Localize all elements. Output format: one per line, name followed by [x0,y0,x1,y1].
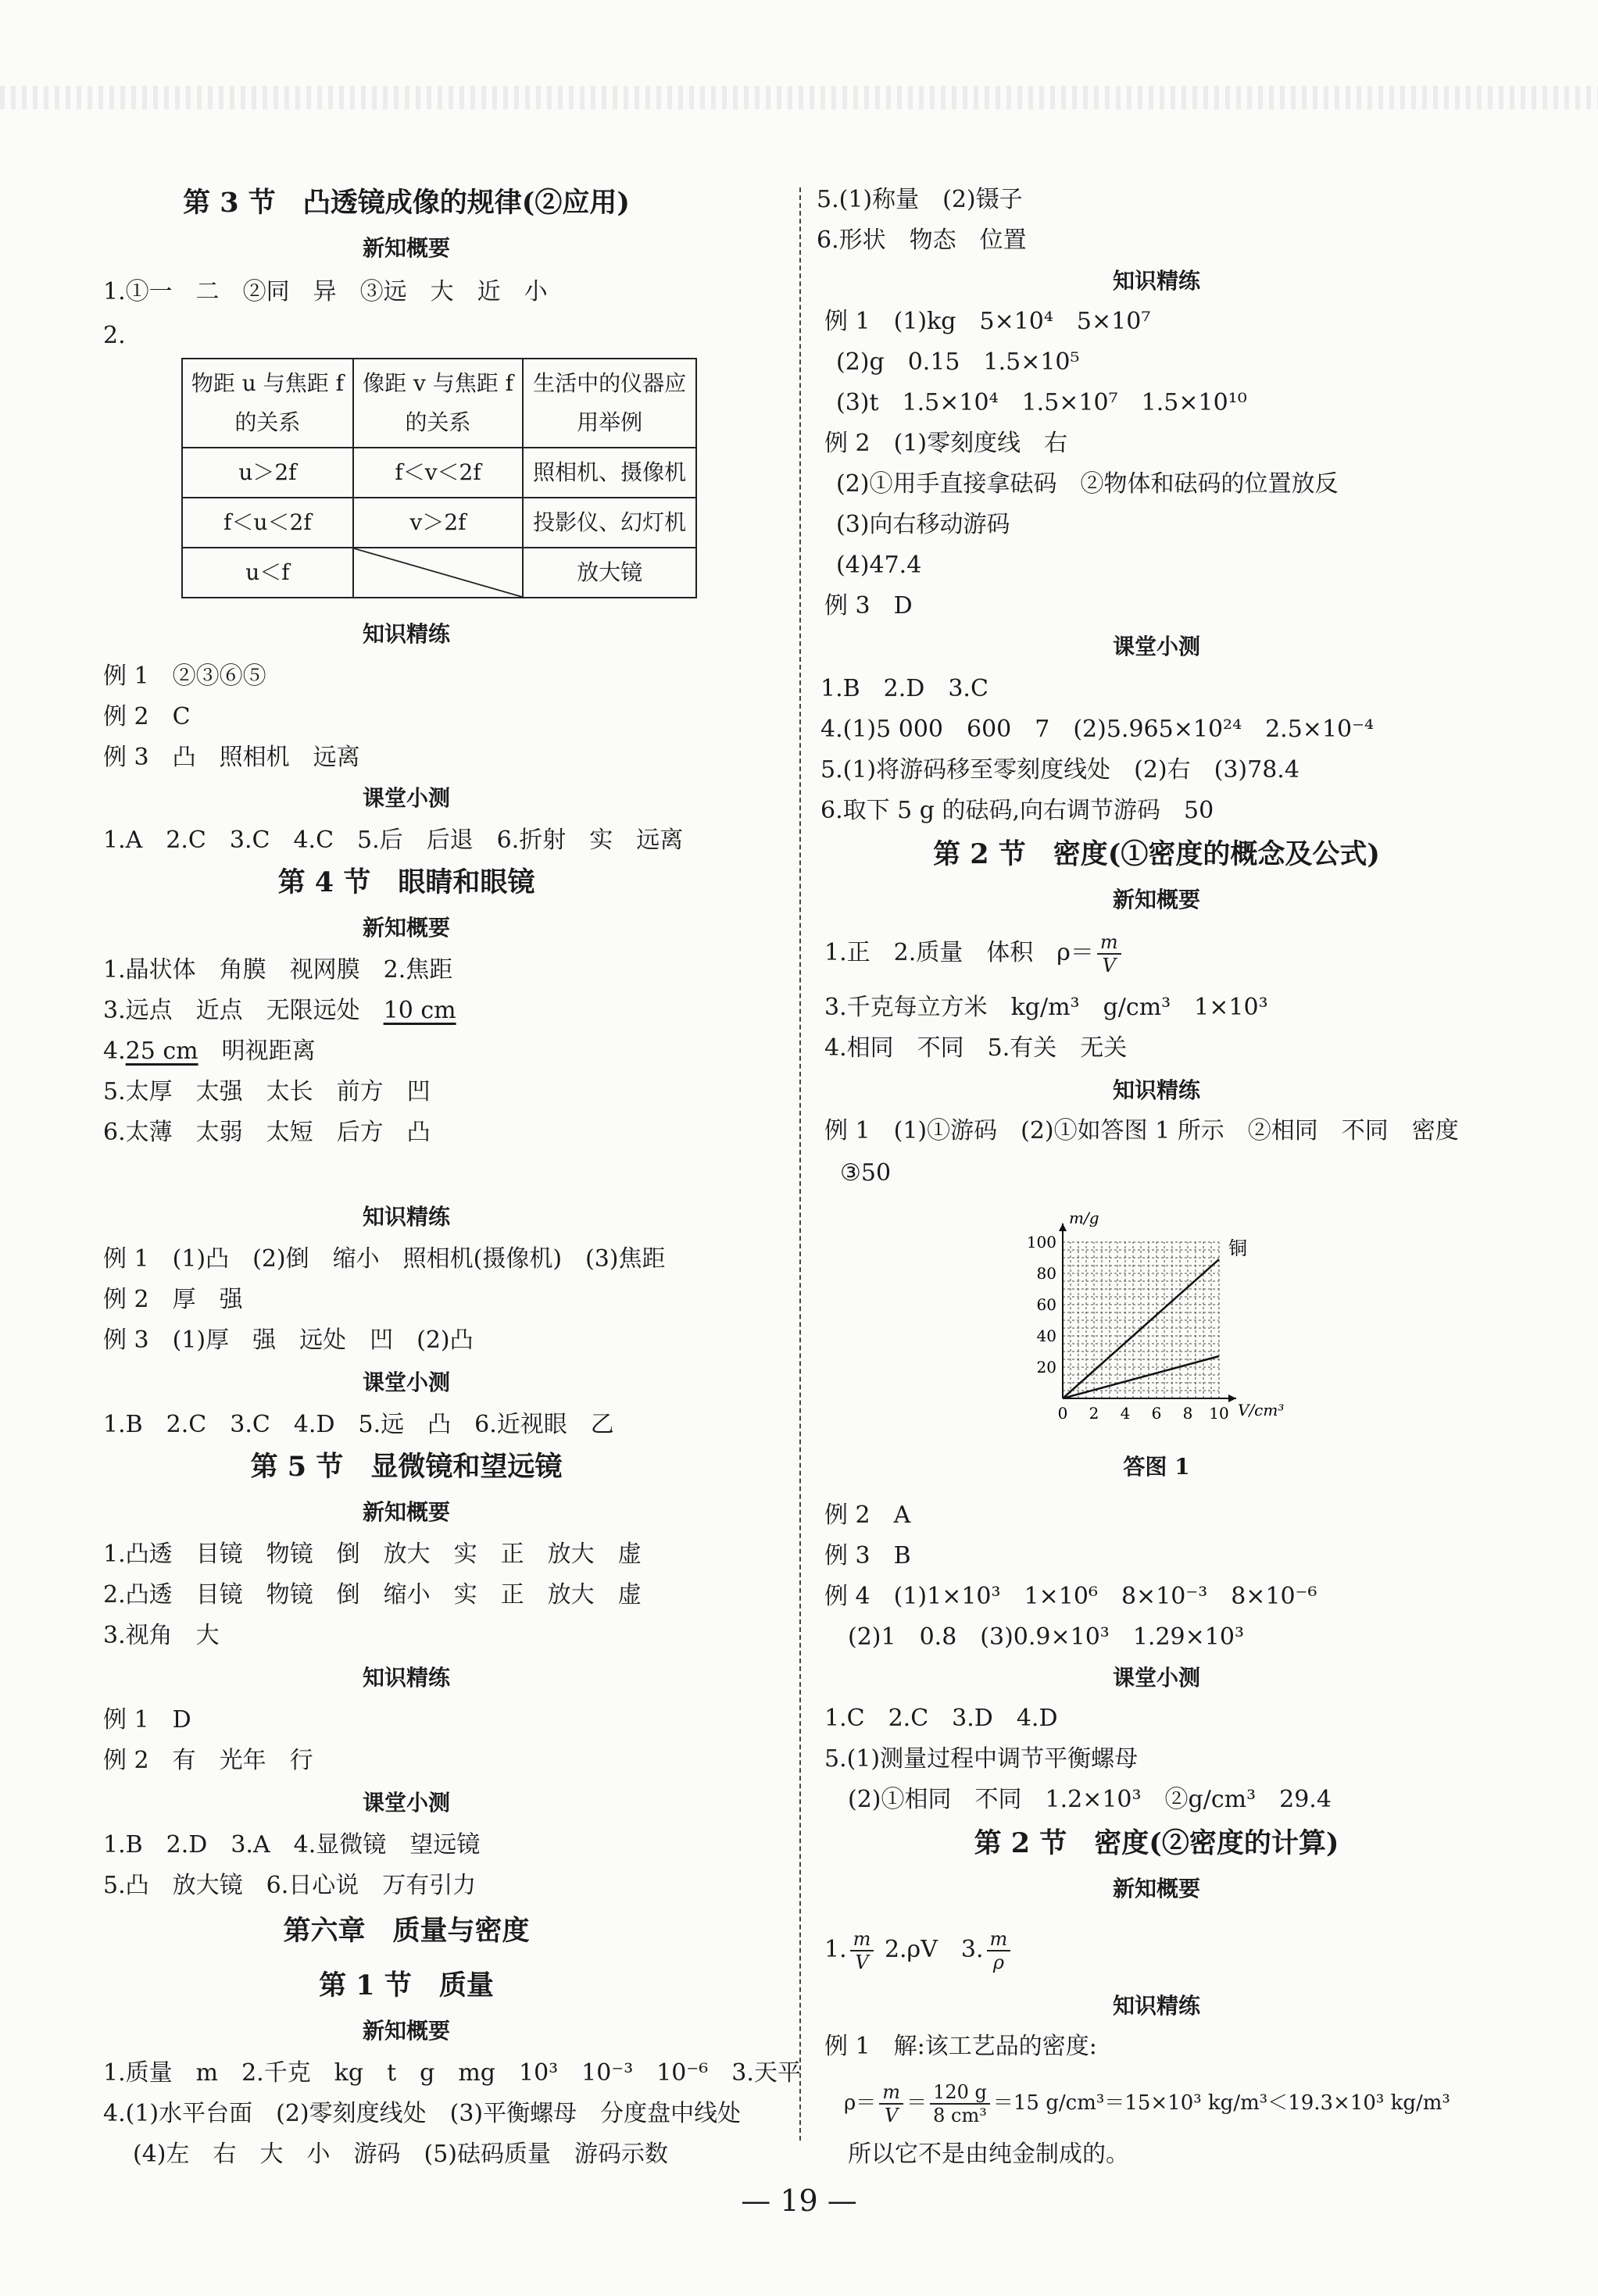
fraction-m-over-v [879,2081,903,2126]
y-tick-label: 40 [1036,1327,1056,1345]
answer-line: 5.(1)测量过程中调节平衡螺母 [824,1745,1139,1773]
table-cell-diagonal [353,548,523,598]
table-header: 生活中的仪器应用举例 [523,359,696,448]
x-axis-arrow [1228,1394,1236,1402]
answer-line: 1.B 2.C 3.C 4.D 5.远 凸 6.近视眼 乙 [103,1411,614,1438]
answer-line: 例 3 (1)厚 强 远处 凹 (2)凸 [103,1327,474,1354]
lens-imaging-table [181,358,697,598]
x-tick-label: 8 [1182,1404,1193,1423]
answer-line: 3.千克每立方米 kg/m³ g/cm³ 1×10³ [824,994,1268,1021]
answer-line: (4)47.4 [836,552,922,579]
section-title: 第 5 节 显微镜和望远镜 [250,1451,563,1483]
answer-line [103,995,456,1027]
section-title: 第 3 节 凸透镜成像的规律(②应用) [183,187,630,219]
answer-line: 5.凸 放大镜 6.日心说 万有引力 [103,1872,477,1899]
answer-line: 例 2 有 光年 行 [103,1747,313,1774]
answer-line: ③50 [840,1159,892,1187]
denominator: V [1102,955,1116,977]
answer-line: (2)g 0.15 1.5×10⁵ [836,348,1080,376]
answer-line: 例 1 (1)凸 (2)倒 缩小 照相机(摄像机) (3)焦距 [103,1245,666,1273]
answer-line: 例 1 (1)①游码 (2)①如答图 1 所示 ②相同 不同 密度 [824,1117,1459,1144]
y-tick-label: 100 [1026,1233,1056,1252]
table-cell: u＞2f [182,448,353,498]
answer-line: 例 1 (1)kg 5×10⁴ 5×10⁷ [824,308,1151,335]
fraction-m-over-v [1097,931,1121,977]
answer-text: ρ＝ [844,2091,877,2115]
table-cell: 照相机、摄像机 [523,448,696,498]
numerator: 120 g [930,2081,990,2105]
subheading: 知识精练 [362,621,450,647]
x-tick-label: 2 [1089,1404,1099,1423]
numerator: m [1097,931,1121,955]
answer-line: 例 2 A [824,1502,911,1529]
answer-line: 6.取下 5 g 的砝码,向右调节游码 50 [820,797,1214,824]
answer-line [824,931,1124,977]
fraction-120g-over-8cm3 [930,2081,990,2126]
denominator: V [855,1951,869,1973]
answer-text: 1. [824,1936,847,1963]
underlined-answer: 10 cm [383,997,456,1024]
table-header: 物距 u 与焦距 f 的关系 [182,359,353,448]
page-number: — 19 — [741,2184,857,2218]
x-tick-label: 0 [1057,1404,1068,1423]
answer-line: 4.(1)水平台面 (2)零刻度线处 (3)平衡螺母 分度盘中线处 [103,2100,742,2127]
answer-line: 1.B 2.D 3.C [820,675,988,702]
subheading: 知识精练 [1112,1077,1200,1103]
answer-line: 例 2 (1)零刻度线 右 [824,430,1068,457]
table-cell: f＜u＜2f [182,498,353,548]
answer-line: 1.凸透 目镜 物镜 倒 放大 实 正 放大 虚 [103,1541,642,1568]
answer-line: 1.C 2.C 3.D 4.D [824,1705,1058,1732]
x-axis-label: V/cm³ [1238,1401,1285,1419]
x-tick-label: 10 [1209,1404,1229,1423]
answer-line: 1.质量 m 2.千克 kg t g mg 10³ 10⁻³ 10⁻⁶ 3.天平 [103,2059,801,2087]
answer-line: 例 1 解:该工艺品的密度: [824,2033,1097,2060]
answer-line: 6.形状 物态 位置 [817,227,1027,254]
chapter-title: 第六章 质量与密度 [283,1915,530,1947]
subheading: 知识精练 [1112,1993,1200,2019]
answer-line: (2)1 0.8 (3)0.9×10³ 1.29×10³ [848,1623,1244,1651]
answer-line: 4.相同 不同 5.有关 无关 [824,1034,1128,1062]
answer-line: 例 4 (1)1×10³ 1×10⁶ 8×10⁻³ 8×10⁻⁶ [824,1583,1317,1610]
denominator: ρ [992,1951,1004,1973]
answer-text: 1.正 2.质量 体积 ρ＝ [824,939,1094,966]
answer-line: (2)①用手直接拿砝码 ②物体和砝码的位置放反 [836,470,1339,498]
answer-line: (2)①相同 不同 1.2×10³ ②g/cm³ 29.4 [848,1786,1332,1813]
table-cell: f＜v＜2f [353,448,523,498]
answer-line: 2. [103,322,126,349]
answer-line [103,1036,316,1067]
subheading: 知识精练 [1112,268,1200,294]
answer-line: 5.太厚 太强 太长 前方 凹 [103,1078,431,1105]
figure-caption: 答图 1 [1123,1454,1190,1480]
answer-line: 5.(1)称量 (2)镊子 [817,186,1023,213]
section-title: 第 1 节 质量 [319,1969,494,2001]
subheading: 新知概要 [1112,1876,1200,1901]
scan-header-band [0,86,1598,109]
answer-line: 6.太薄 太弱 太短 后方 凸 [103,1119,431,1146]
answer-text: 3.远点 近点 无限远处 [103,997,384,1024]
answer-line: 例 1 D [103,1706,191,1734]
answer-line: 1.A 2.C 3.C 4.C 5.后 后退 6.折射 实 远离 [103,827,684,854]
subheading: 新知概要 [362,2018,450,2044]
answer-line: 1.①一 二 ②同 异 ③远 大 近 小 [103,278,548,305]
answer-line: 例 2 C [103,703,191,730]
calculation-line [844,2081,1450,2126]
table-cell: u＜f [182,548,353,598]
table-cell: 放大镜 [523,548,696,598]
subheading: 新知概要 [362,1499,450,1525]
subheading: 知识精练 [362,1665,450,1691]
table-cell: v＞2f [353,498,523,548]
answer-line: 例 3 凸 照相机 远离 [103,744,360,771]
y-axis-label: m/g [1069,1209,1099,1227]
subheading: 课堂小测 [362,785,450,811]
answer-line: (4)左 右 大 小 游码 (5)砝码质量 游码示数 [133,2141,668,2168]
x-tick-label: 4 [1120,1404,1131,1423]
subheading: 课堂小测 [362,1790,450,1816]
answer-text: ＝ [906,2091,928,2115]
underlined-answer: 25 cm [125,1037,198,1065]
subheading: 新知概要 [362,235,450,261]
table-cell: 投影仪、幻灯机 [523,498,696,548]
answer-text: 4. [103,1037,126,1065]
answer-text: 明视距离 [198,1037,316,1065]
answer-text: 2.ρV 3. [884,1936,984,1963]
answer-line: 例 3 D [824,592,913,620]
denominator: 8 cm³ [933,2105,987,2126]
y-axis-arrow [1059,1223,1067,1231]
x-tick-label: 6 [1151,1404,1162,1423]
table-header: 像距 v 与焦距 f 的关系 [353,359,523,448]
answer-line: (3)向右移动游码 [836,511,1010,538]
numerator: m [850,1928,874,1951]
section-title: 第 4 节 眼睛和眼镜 [277,866,535,898]
subheading: 新知概要 [362,915,450,941]
series-label: 铜 [1228,1237,1247,1259]
answer-line: 4.(1)5 000 600 7 (2)5.965×10²⁴ 2.5×10⁻⁴ [820,716,1374,743]
subheading: 知识精练 [362,1204,450,1230]
answer-line: 例 1 ②③⑥⑤ [103,662,266,690]
y-tick-label: 20 [1036,1358,1056,1377]
answer-line: (3)t 1.5×10⁴ 1.5×10⁷ 1.5×10¹⁰ [836,389,1247,416]
subheading: 新知概要 [1112,887,1200,912]
answer-line: 2.凸透 目镜 物镜 倒 缩小 实 正 放大 虚 [103,1581,642,1609]
column-divider [799,187,801,2141]
denominator: V [885,2105,899,2126]
fraction-m-over-rho [987,1928,1011,1973]
subheading: 课堂小测 [1112,1665,1200,1691]
answer-line: 1.B 2.D 3.A 4.显微镜 望远镜 [103,1831,481,1859]
numerator: m [987,1928,1011,1951]
mass-volume-chart [1016,1203,1313,1437]
answer-line: 例 2 厚 强 [103,1286,243,1313]
answer-text: ＝15 g/cm³＝15×10³ kg/m³＜19.3×10³ kg/m³ [992,2091,1450,2115]
answer-line: 3.视角 大 [103,1622,220,1649]
section-title: 第 2 节 密度(②密度的计算) [974,1827,1339,1859]
subheading: 课堂小测 [1112,634,1200,659]
answer-line [824,1928,1013,1973]
answer-line: 1.晶状体 角膜 视网膜 2.焦距 [103,956,453,984]
section-title: 第 2 节 密度(①密度的概念及公式) [933,838,1380,870]
subheading: 课堂小测 [362,1369,450,1395]
answer-line: 例 3 B [824,1542,911,1569]
y-tick-label: 80 [1036,1264,1056,1283]
y-tick-label: 60 [1036,1295,1056,1314]
answer-line: 所以它不是由纯金制成的。 [848,2141,1129,2168]
answer-line: 5.(1)将游码移至零刻度线处 (2)右 (3)78.4 [820,756,1299,784]
fraction-m-over-v [850,1928,874,1973]
numerator: m [879,2081,903,2105]
